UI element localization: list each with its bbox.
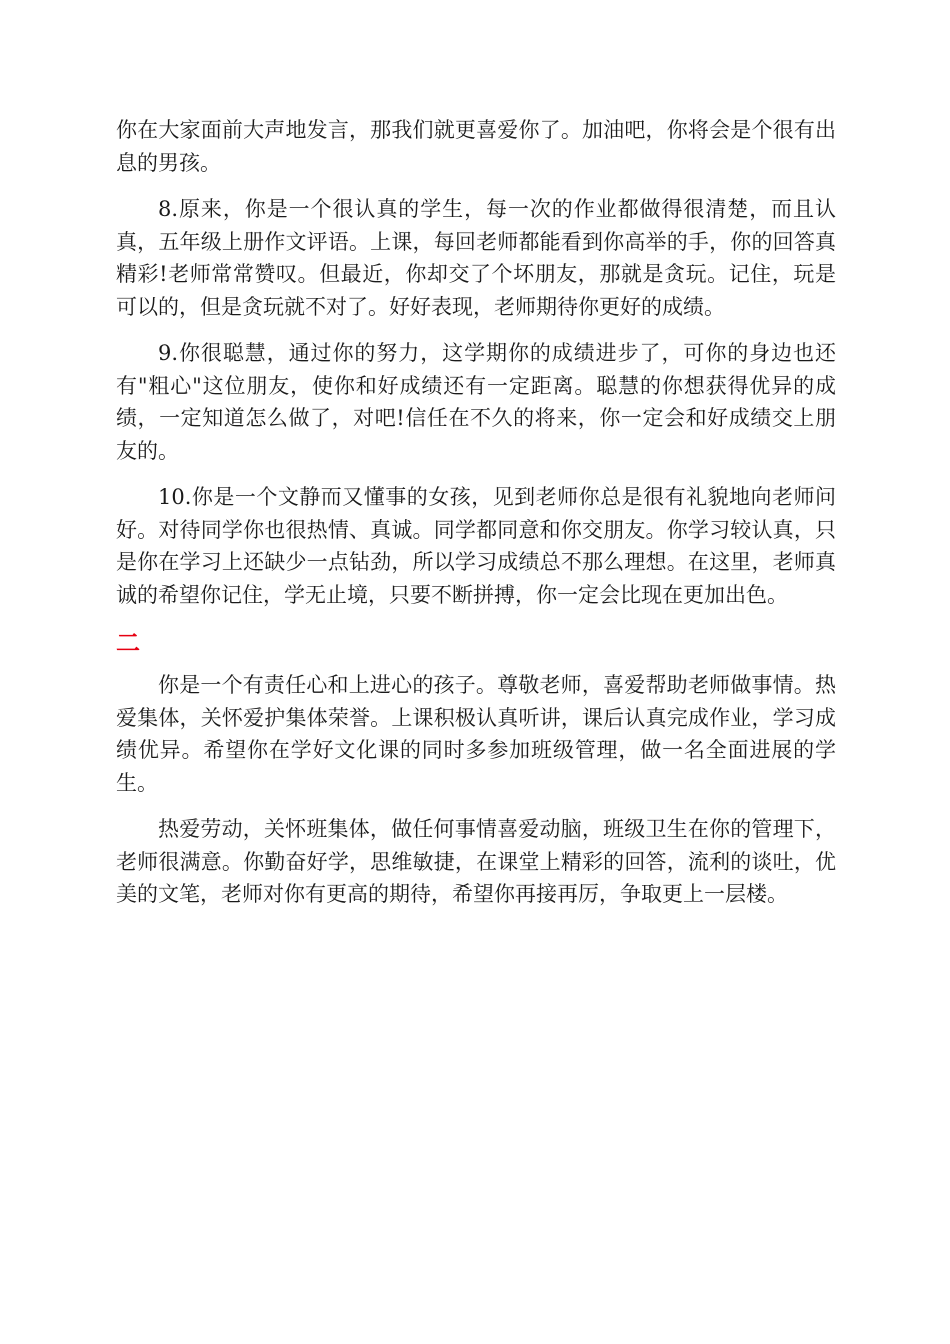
paragraph-continued: 你在大家面前大声地发言，那我们就更喜爱你了。加油吧，你将会是个很有出息的男孩。 [116,118,836,175]
paragraph-comment-9: 9.你很聪慧，通过你的努力，这学期你的成绩进步了，可你的身边也还有"粗心"这位朋友，使你和好成绩还有一定距离。聪慧的你想获得优异的成绩，一定知道怎么做了，对吧!信任在不久的将来，你一定会和好成绩交上朋友的。 [116,341,836,463]
section-heading: 二 [116,629,140,657]
paragraph-comment-8: 8.原来，你是一个很认真的学生，每一次的作业都做得很清楚，而且认真，五年级上册作文评语。上课，每回老师都能看到你高举的手，你的回答真精彩!老师常常赞叹。但最近，你却交了个坏朋友，那就是贪玩。记住，玩是可以的，但是贪玩就不对了。好好表现，老师期待你更好的成绩。 [116,197,836,319]
paragraph-section2-1: 你是一个有责任心和上进心的孩子。尊敬老师，喜爱帮助老师做事情。热爱集体，关怀爱护集体荣誉。上课积极认真听讲，课后认真完成作业，学习成绩优异。希望你在学好文化课的同时多参加班级管理，做一名全面进展的学生。 [116,673,836,795]
document-page [116,114,836,925]
paragraph-section2-2: 热爱劳动，关怀班集体，做任何事情喜爱动脑，班级卫生在你的管理下，老师很满意。你勤奋好学，思维敏捷，在课堂上精彩的回答，流利的谈吐，优美的文笔，老师对你有更高的期待，希望你再接再厉，争取更上一层楼。 [116,817,836,906]
paragraph-comment-10: 10.你是一个文静而又懂事的女孩，见到老师你总是很有礼貌地向老师问好。对待同学你也很热情、真诚。同学都同意和你交朋友。你学习较认真，只是你在学习上还缺少一点钻劲，所以学习成绩总不那么理想。在这里，老师真诚的希望你记住，学无止境，只要不断拼搏，你一定会比现在更加出色。 [116,485,836,607]
